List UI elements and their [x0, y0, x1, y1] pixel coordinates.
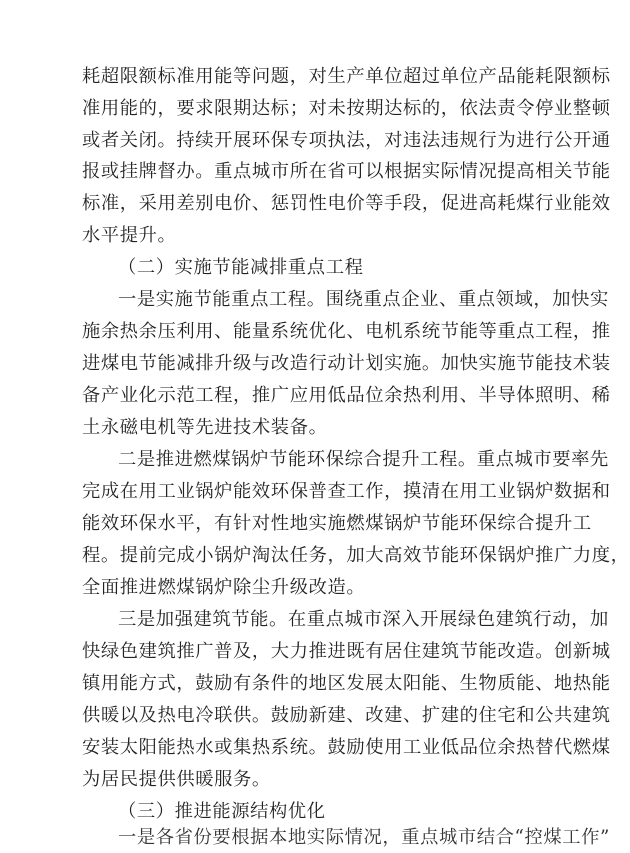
text-line: 完成在用工业锅炉能效环保普查工作，摸清在用工业锅炉数据和 [82, 481, 611, 502]
text-line: 施余热余压利用、能量系统优化、电机系统节能等重点工程，推 [82, 321, 611, 342]
text-line: 水平提升。 [82, 225, 177, 246]
text-line: 镇用能方式，鼓励有条件的地区发展太阳能、生物质能、地热能 [82, 673, 611, 694]
text-line: 标准，采用差别电价、惩罚性电价等手段，促进高耗煤行业能效 [82, 193, 611, 214]
section-heading: （二）实施节能减排重点工程 [118, 257, 364, 278]
text-line: 准用能的，要求限期达标；对未按期达标的，依法责令停业整顿 [82, 98, 611, 119]
text-line: 备产业化示范工程，推广应用低品位余热利用、半导体照明、稀 [82, 385, 611, 406]
text-line: 一是实施节能重点工程。围绕重点企业、重点领域，加快实 [118, 289, 609, 310]
text-line: 供暖以及热电冷联供。鼓励新建、改建、扩建的住宅和公共建筑 [82, 705, 611, 726]
text-line: 快绿色建筑推广普及，大力推进既有居住建筑节能改造。创新城 [82, 641, 611, 662]
section-heading: （三）推进能源结构优化 [118, 801, 326, 822]
text-line: 土永磁电机等先进技术装备。 [82, 417, 328, 438]
text-line: 能效环保水平，有针对性地实施燃煤锅炉节能环保综合提升工 [82, 513, 592, 534]
text-line: 安装太阳能热水或集热系统。鼓励使用工业低品位余热替代燃煤 [82, 737, 611, 758]
text-line: 报或挂牌督办。重点城市所在省可以根据实际情况提高相关节能 [82, 161, 611, 182]
text-line-partial: 一是各省份要根据本地实际情况，重点城市结合“控煤工作” [118, 827, 610, 848]
text-line: 程。提前完成小锅炉淘汰任务，加大高效节能环保锅炉推广力度， [82, 545, 630, 566]
text-line: 或者关闭。持续开展环保专项执法，对违法违规行为进行公开通 [82, 130, 611, 151]
text-line: 耗超限额标准用能等问题，对生产单位超过单位产品能耗限额标 [82, 66, 611, 87]
text-line: 全面推进燃煤锅炉除尘升级改造。 [82, 577, 366, 598]
text-line: 为居民提供供暖服务。 [82, 769, 271, 790]
text-line: 三是加强建筑节能。在重点城市深入开展绿色建筑行动，加 [118, 609, 609, 630]
text-line: 进煤电节能减排升级与改造行动计划实施。加快实施节能技术装 [82, 353, 611, 374]
text-line: 二是推进燃煤锅炉节能环保综合提升工程。重点城市要率先 [118, 449, 609, 470]
